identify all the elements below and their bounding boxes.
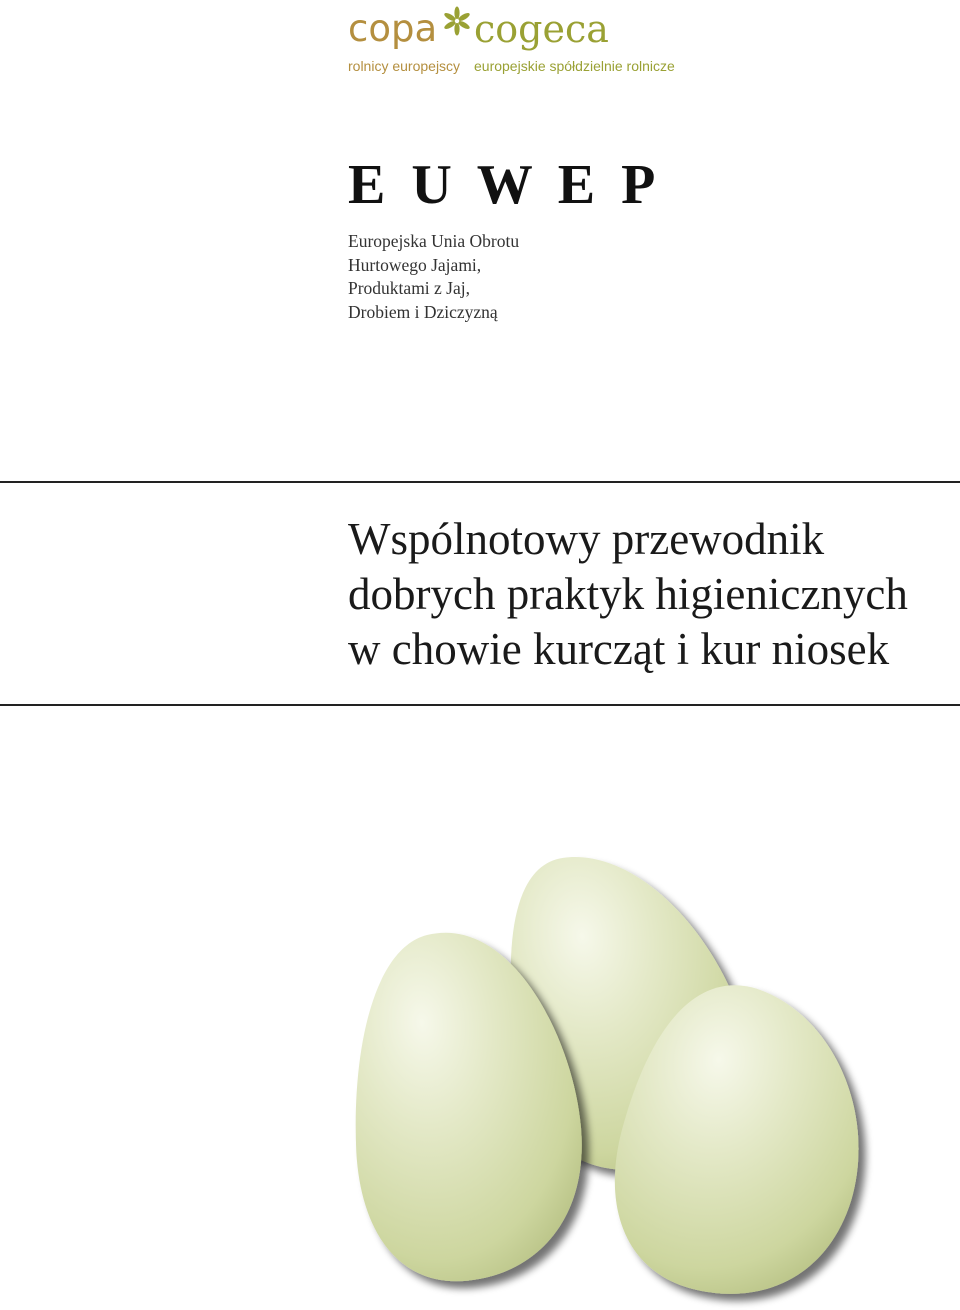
organization-name-line: Drobiem i Dziczyzną <box>348 301 498 322</box>
eggs-illustration <box>330 840 930 1310</box>
logo-copa-word: copa <box>348 7 438 50</box>
title-line: w chowie kurcząt i kur niosek <box>348 624 890 674</box>
logo-cogeca-tagline: europejskie spółdzielnie rolnicze <box>474 58 675 74</box>
organization-full-name <box>348 230 519 324</box>
title-line: dobrych praktyk higienicznych <box>348 569 908 619</box>
title-bottom-rule <box>0 704 960 706</box>
organization-acronym: E U W E P <box>348 154 662 216</box>
organization-name-line: Produktami z Jaj, <box>348 278 470 298</box>
title-top-rule <box>0 481 960 483</box>
title-line: Wspólnotowy przewodnik <box>348 514 825 564</box>
organization-name-line: Hurtowego Jajami, <box>348 254 482 275</box>
asterisk-icon <box>442 6 472 36</box>
copa-cogeca-logo <box>348 4 675 80</box>
logo-cogeca-word: cogeca <box>474 7 609 51</box>
document-title <box>348 512 908 677</box>
organization-name-line: Europejska Unia Obrotu <box>348 231 520 251</box>
logo-copa-tagline: rolnicy europejscy <box>348 58 461 74</box>
